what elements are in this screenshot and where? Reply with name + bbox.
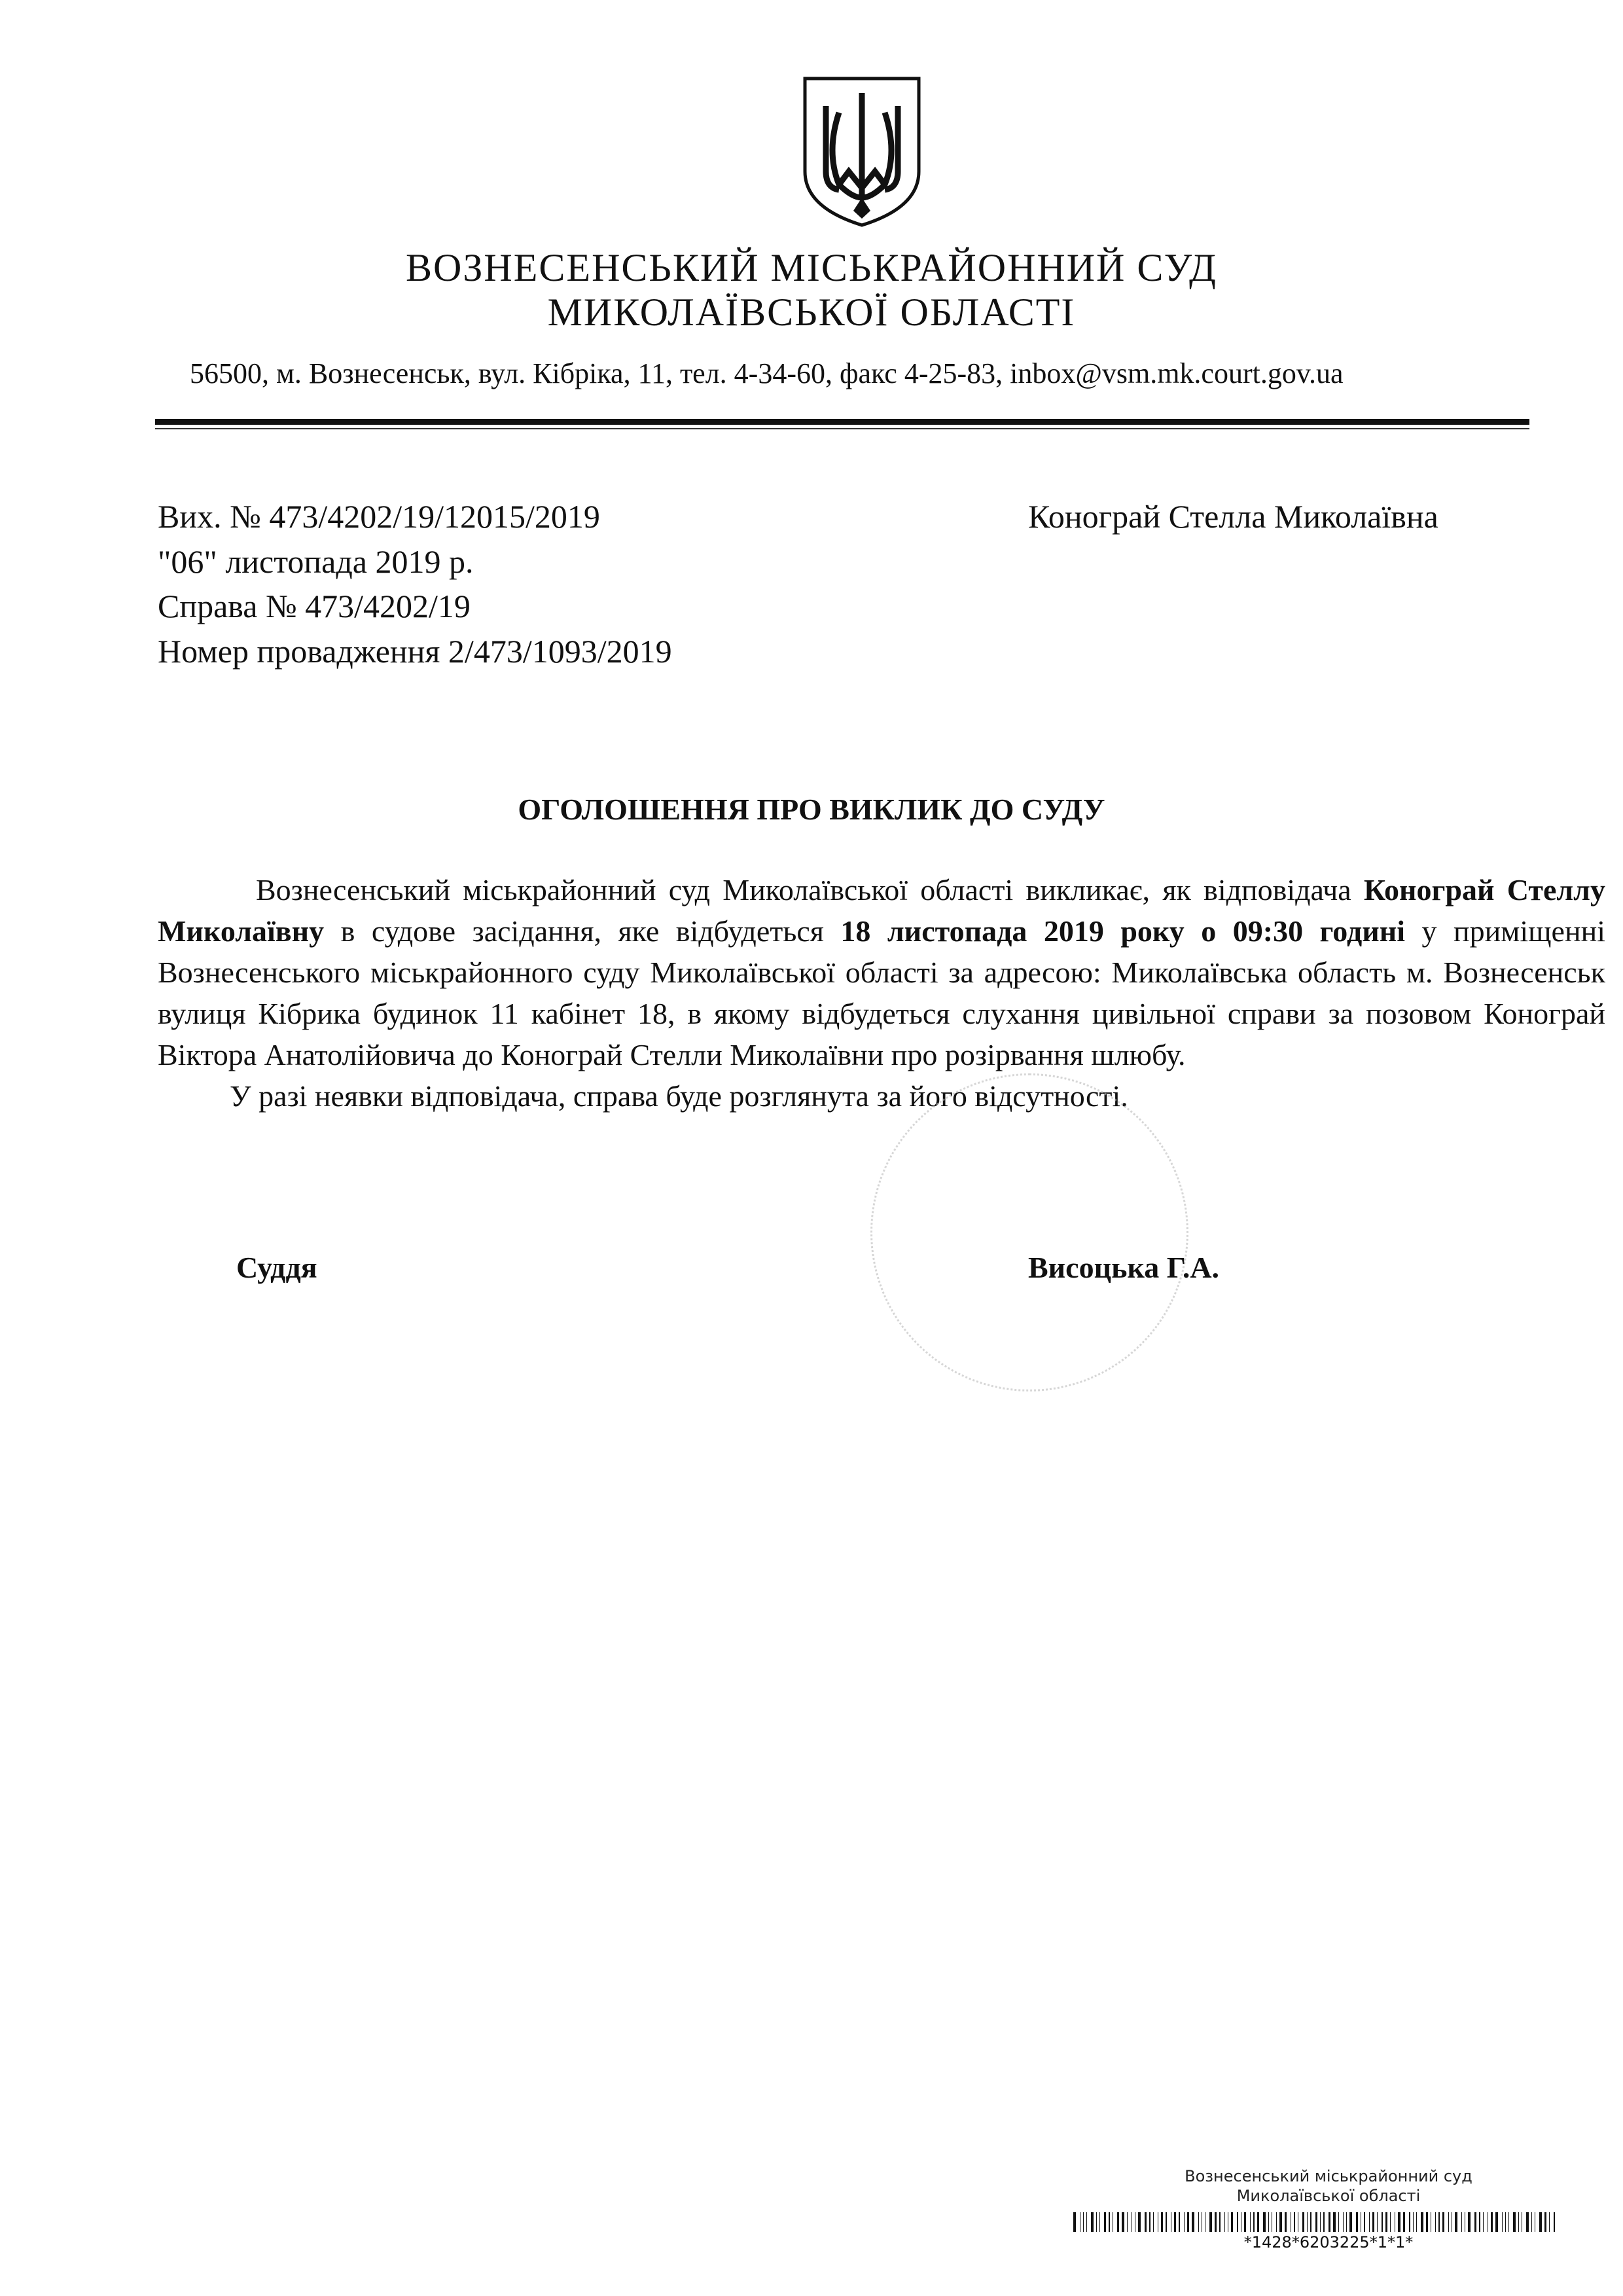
barcode-bar [1377, 2212, 1378, 2232]
court-stamp [870, 1073, 1188, 1391]
barcode-bar [1338, 2212, 1339, 2232]
document-body [158, 869, 1605, 1117]
barcode-bar [1086, 2212, 1087, 2232]
barcode-bar [1138, 2212, 1141, 2232]
barcode-bar [1310, 2212, 1311, 2232]
barcode-bar [1508, 2212, 1509, 2232]
footer-court-line1: Вознесенський міськрайонний суд [1185, 2167, 1472, 2185]
barcode-bar [1215, 2212, 1217, 2232]
barcode-bar [1531, 2212, 1532, 2232]
barcode-bar [1526, 2212, 1529, 2232]
barcode-bar [1276, 2212, 1277, 2232]
barcode-number: *1428*6203225*1*1* [1243, 2233, 1414, 2251]
barcode-bar [1385, 2212, 1388, 2232]
barcode-bar [1461, 2212, 1462, 2232]
barcode-bar [1483, 2212, 1484, 2232]
defendant-name: Конограй Стеллу Миколаївну [158, 873, 1605, 948]
barcode-bar [1307, 2212, 1308, 2232]
barcode-bar [1416, 2212, 1417, 2232]
hearing-datetime: 18 листопада 2019 року о 09:30 годині [840, 914, 1406, 948]
text: в судове засідання, яке відбудеться [324, 914, 841, 948]
barcode-bar [1315, 2212, 1318, 2232]
barcode-bar [1184, 2212, 1185, 2232]
barcode-bar [1127, 2212, 1128, 2232]
text: у приміщенні Вознесенського міськрайонного суду Миколаївської області за адресою: Миколаївська область м. Вознесенськ вулиця Кібрика будинок 11 кабінет 18, в якому відбудеться слухання цивільної справи за позовом Конограй Віктора Анатолійовича до Конограй Стелли Миколаївни про розірвання шлюбу. [158, 914, 1605, 1071]
barcode-bar [1413, 2212, 1414, 2232]
barcode-bar [1209, 2212, 1212, 2232]
footer-court-name [1113, 2166, 1544, 2206]
barcode-bar [1198, 2212, 1199, 2232]
barcode-bar [1285, 2212, 1287, 2232]
barcode-bar [1104, 2212, 1107, 2232]
barcode-bar [1369, 2212, 1370, 2232]
barcode-bar [1263, 2212, 1266, 2232]
barcode-bar [1268, 2212, 1269, 2232]
footer-court-line2: Миколаївської області [1236, 2187, 1421, 2205]
barcode-bar [1153, 2212, 1154, 2232]
court-name-line1: ВОЗНЕСЕНСЬКИЙ МІСЬКРАЙОННИЙ СУД [406, 246, 1217, 289]
barcode-bar [1145, 2212, 1147, 2232]
barcode-bar [1279, 2212, 1282, 2232]
summons-paragraph [158, 869, 1605, 1075]
barcode-bar [1237, 2212, 1238, 2232]
header-divider-thin [155, 428, 1529, 429]
header-divider [155, 419, 1529, 425]
outgoing-number: Вих. № 473/4202/19/12015/2019 [158, 498, 600, 535]
barcode-bar [1390, 2212, 1391, 2232]
barcode-bar [1192, 2212, 1194, 2232]
coat-of-arms-icon [800, 73, 924, 230]
case-number: Справа № 473/4202/19 [158, 588, 471, 624]
barcode-bar [1448, 2212, 1449, 2232]
barcode-bar [1513, 2212, 1516, 2232]
barcode [1073, 2212, 1558, 2232]
barcode-bar [1505, 2212, 1506, 2232]
barcode-bar [1174, 2212, 1177, 2232]
signature-name: Висоцька Г.А. [1028, 1251, 1220, 1284]
barcode-bar [1329, 2212, 1331, 2232]
barcode-bar [1398, 2212, 1400, 2232]
barcode-bar [1149, 2212, 1150, 2232]
barcode-bar [1479, 2212, 1480, 2232]
barcode-bar [1502, 2212, 1503, 2232]
barcode-bar [1435, 2212, 1436, 2232]
barcode-bar [1491, 2212, 1493, 2232]
barcode-bar [1409, 2212, 1410, 2232]
barcode-bar [1250, 2212, 1251, 2232]
barcode-bar [1495, 2212, 1498, 2232]
barcode-bar [1518, 2212, 1519, 2232]
barcode-bar [1161, 2212, 1164, 2232]
barcode-bar [1117, 2212, 1120, 2232]
barcode-bar [1096, 2212, 1097, 2232]
barcode-bar [1549, 2212, 1550, 2232]
barcode-bar [1187, 2212, 1190, 2232]
proceeding-number: Номер провадження 2/473/1093/2019 [158, 633, 672, 670]
barcode-bar [1356, 2212, 1359, 2232]
barcode-bar [1323, 2212, 1324, 2232]
barcode-bar [1099, 2212, 1100, 2232]
barcode-bar [1122, 2212, 1124, 2232]
barcode-bar [1468, 2212, 1471, 2232]
court-address: 56500, м. Вознесенськ, вул. Кібріка, 11, тел. 4-34-60, факс 4-25-83, inbox@vsm.mk.court.gov.ua [190, 357, 1344, 389]
barcode-bar [1302, 2212, 1305, 2232]
letter-date: "06" листопада 2019 р. [158, 543, 474, 580]
text: Вознесенський міськрайонний суд Миколаївської області викликає, як відповідача [256, 873, 1364, 906]
barcode-bar [1224, 2212, 1225, 2232]
barcode-bar [1333, 2212, 1336, 2232]
barcode-bar [1372, 2212, 1375, 2232]
barcode-bar [1257, 2212, 1260, 2232]
barcode-bar [1474, 2212, 1477, 2232]
barcode-bar [1438, 2212, 1439, 2232]
barcode-bar [1073, 2212, 1076, 2232]
barcode-bar [1539, 2212, 1542, 2232]
barcode-bar [1403, 2212, 1406, 2232]
barcode-bar [1320, 2212, 1321, 2232]
barcode-bar [1349, 2212, 1352, 2232]
barcode-bar [1442, 2212, 1445, 2232]
barcode-bar [1231, 2212, 1234, 2232]
barcode-bar [1343, 2212, 1344, 2232]
barcode-bar [1083, 2212, 1084, 2232]
document-heading: ОГОЛОШЕННЯ ПРО ВИКЛИК ДО СУДУ [518, 793, 1105, 826]
barcode-bar [1455, 2212, 1457, 2232]
barcode-bar [1544, 2212, 1547, 2232]
barcode-bar [1091, 2212, 1094, 2232]
signature-role: Суддя [236, 1251, 317, 1284]
barcode-bar [1219, 2212, 1220, 2232]
recipient-name: Конограй Стелла Миколаївна [1028, 498, 1438, 535]
barcode-bar [1253, 2212, 1254, 2232]
absence-paragraph: У разі неявки відповідача, справа буде розглянута за його відсутності. [230, 1079, 1128, 1113]
barcode-bar [1426, 2212, 1429, 2232]
court-name-line2: МИКОЛАЇВСЬКОЇ ОБЛАСТІ [547, 291, 1076, 334]
barcode-bar [1244, 2212, 1247, 2232]
barcode-bar [1421, 2212, 1423, 2232]
barcode-bar [1346, 2212, 1347, 2232]
